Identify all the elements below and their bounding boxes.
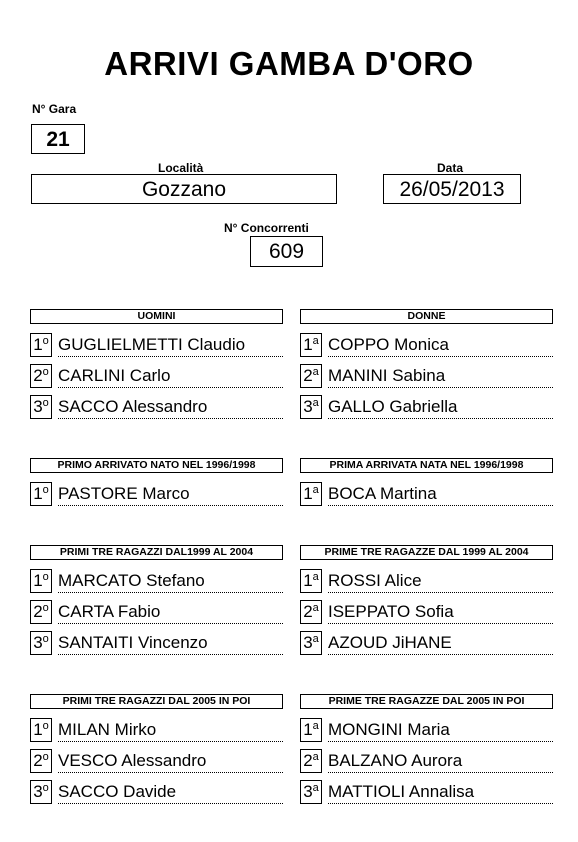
section-header: PRIME TRE RAGAZZE DAL 1999 AL 2004 xyxy=(300,545,553,560)
result-row xyxy=(300,780,553,805)
position-number: 1 xyxy=(303,335,313,354)
result-row xyxy=(300,569,553,594)
athlete-name: ROSSI Alice xyxy=(328,571,553,593)
athlete-name: ISEPPATO Sofia xyxy=(328,602,553,624)
position-number: 1 xyxy=(303,484,313,503)
result-row xyxy=(30,718,283,743)
position-number: 3 xyxy=(33,633,43,652)
localita-label: Località xyxy=(158,161,204,175)
result-row xyxy=(300,600,553,625)
position-box xyxy=(30,364,52,388)
athlete-name: GALLO Gabriella xyxy=(328,397,553,419)
section-header: PRIMO ARRIVATO NATO NEL 1996/1998 xyxy=(30,458,283,473)
concorrenti-label: N° Concorrenti xyxy=(224,221,309,235)
position-number: 3 xyxy=(303,397,313,416)
athlete-name: MATTIOLI Annalisa xyxy=(328,782,553,804)
position-box xyxy=(30,395,52,419)
position-number: 2 xyxy=(303,602,313,621)
athlete-name: MARCATO Stefano xyxy=(58,571,283,593)
localita-value: Gozzano xyxy=(31,174,337,204)
result-row xyxy=(300,749,553,774)
position-box xyxy=(300,600,322,624)
ordinal-suffix: a xyxy=(312,751,319,763)
athlete-name: CARTA Fabio xyxy=(58,602,283,624)
position-box xyxy=(30,333,52,357)
result-row xyxy=(30,569,283,594)
result-row xyxy=(30,749,283,774)
position-box xyxy=(30,600,52,624)
position-number: 3 xyxy=(303,633,313,652)
athlete-name: PASTORE Marco xyxy=(58,484,283,506)
result-row xyxy=(300,718,553,743)
position-box xyxy=(300,569,322,593)
position-box xyxy=(30,482,52,506)
position-number: 1 xyxy=(33,720,43,739)
gara-label: N° Gara xyxy=(32,102,77,116)
athlete-name: BALZANO Aurora xyxy=(328,751,553,773)
ordinal-suffix: o xyxy=(42,720,49,732)
ordinal-suffix: a xyxy=(312,633,319,645)
data-label: Data xyxy=(437,161,464,175)
result-row xyxy=(30,600,283,625)
athlete-name: MONGINI Maria xyxy=(328,720,553,742)
position-number: 2 xyxy=(33,751,43,770)
athlete-name: MILAN Mirko xyxy=(58,720,283,742)
position-number: 2 xyxy=(33,366,43,385)
gara-value: 21 xyxy=(31,124,85,154)
result-row xyxy=(300,364,553,389)
athlete-name: SACCO Davide xyxy=(58,782,283,804)
result-row xyxy=(300,333,553,358)
ordinal-suffix: o xyxy=(42,571,49,583)
position-box xyxy=(300,395,322,419)
athlete-name: MANINI Sabina xyxy=(328,366,553,388)
position-number: 3 xyxy=(303,782,313,801)
page-title: ARRIVI GAMBA D'ORO xyxy=(104,45,474,82)
position-box xyxy=(300,780,322,804)
ordinal-suffix: a xyxy=(312,782,319,794)
result-row xyxy=(30,395,283,420)
position-box xyxy=(300,482,322,506)
position-number: 2 xyxy=(303,751,313,770)
section-header: PRIMA ARRIVATA NATA NEL 1996/1998 xyxy=(300,458,553,473)
ordinal-suffix: o xyxy=(42,335,49,347)
result-row xyxy=(30,482,283,507)
position-number: 1 xyxy=(33,335,43,354)
position-box xyxy=(300,631,322,655)
athlete-name: COPPO Monica xyxy=(328,335,553,357)
ordinal-suffix: o xyxy=(42,633,49,645)
athlete-name: SACCO Alessandro xyxy=(58,397,283,419)
result-row xyxy=(30,333,283,358)
position-box xyxy=(30,780,52,804)
position-box xyxy=(300,364,322,388)
position-box xyxy=(30,569,52,593)
ordinal-suffix: a xyxy=(312,366,319,378)
ordinal-suffix: o xyxy=(42,484,49,496)
result-row xyxy=(300,482,553,507)
ordinal-suffix: a xyxy=(312,602,319,614)
position-number: 3 xyxy=(33,397,43,416)
ordinal-suffix: o xyxy=(42,782,49,794)
athlete-name: AZOUD JiHANE xyxy=(328,633,553,655)
result-row xyxy=(300,631,553,656)
position-box xyxy=(30,718,52,742)
athlete-name: BOCA Martina xyxy=(328,484,553,506)
data-value: 26/05/2013 xyxy=(383,174,521,204)
position-box xyxy=(300,718,322,742)
ordinal-suffix: o xyxy=(42,602,49,614)
result-row xyxy=(30,631,283,656)
athlete-name: CARLINI Carlo xyxy=(58,366,283,388)
position-number: 3 xyxy=(33,782,43,801)
ordinal-suffix: o xyxy=(42,397,49,409)
section-header: DONNE xyxy=(300,309,553,324)
ordinal-suffix: o xyxy=(42,366,49,378)
ordinal-suffix: a xyxy=(312,720,319,732)
position-box xyxy=(300,749,322,773)
ordinal-suffix: a xyxy=(312,484,319,496)
ordinal-suffix: a xyxy=(312,335,319,347)
section-header: PRIMI TRE RAGAZZI DAL 2005 IN POI xyxy=(30,694,283,709)
result-row xyxy=(30,364,283,389)
position-number: 2 xyxy=(33,602,43,621)
position-box xyxy=(30,749,52,773)
concorrenti-value: 609 xyxy=(250,236,323,267)
section-header: PRIMI TRE RAGAZZI DAL1999 AL 2004 xyxy=(30,545,283,560)
ordinal-suffix: a xyxy=(312,571,319,583)
position-box xyxy=(300,333,322,357)
position-number: 1 xyxy=(303,720,313,739)
athlete-name: VESCO Alessandro xyxy=(58,751,283,773)
result-row xyxy=(30,780,283,805)
position-number: 1 xyxy=(303,571,313,590)
position-number: 1 xyxy=(33,571,43,590)
position-box xyxy=(30,631,52,655)
position-number: 2 xyxy=(303,366,313,385)
section-header: UOMINI xyxy=(30,309,283,324)
section-header: PRIME TRE RAGAZZE DAL 2005 IN POI xyxy=(300,694,553,709)
athlete-name: GUGLIELMETTI Claudio xyxy=(58,335,283,357)
athlete-name: SANTAITI Vincenzo xyxy=(58,633,283,655)
position-number: 1 xyxy=(33,484,43,503)
ordinal-suffix: o xyxy=(42,751,49,763)
ordinal-suffix: a xyxy=(312,397,319,409)
result-row xyxy=(300,395,553,420)
